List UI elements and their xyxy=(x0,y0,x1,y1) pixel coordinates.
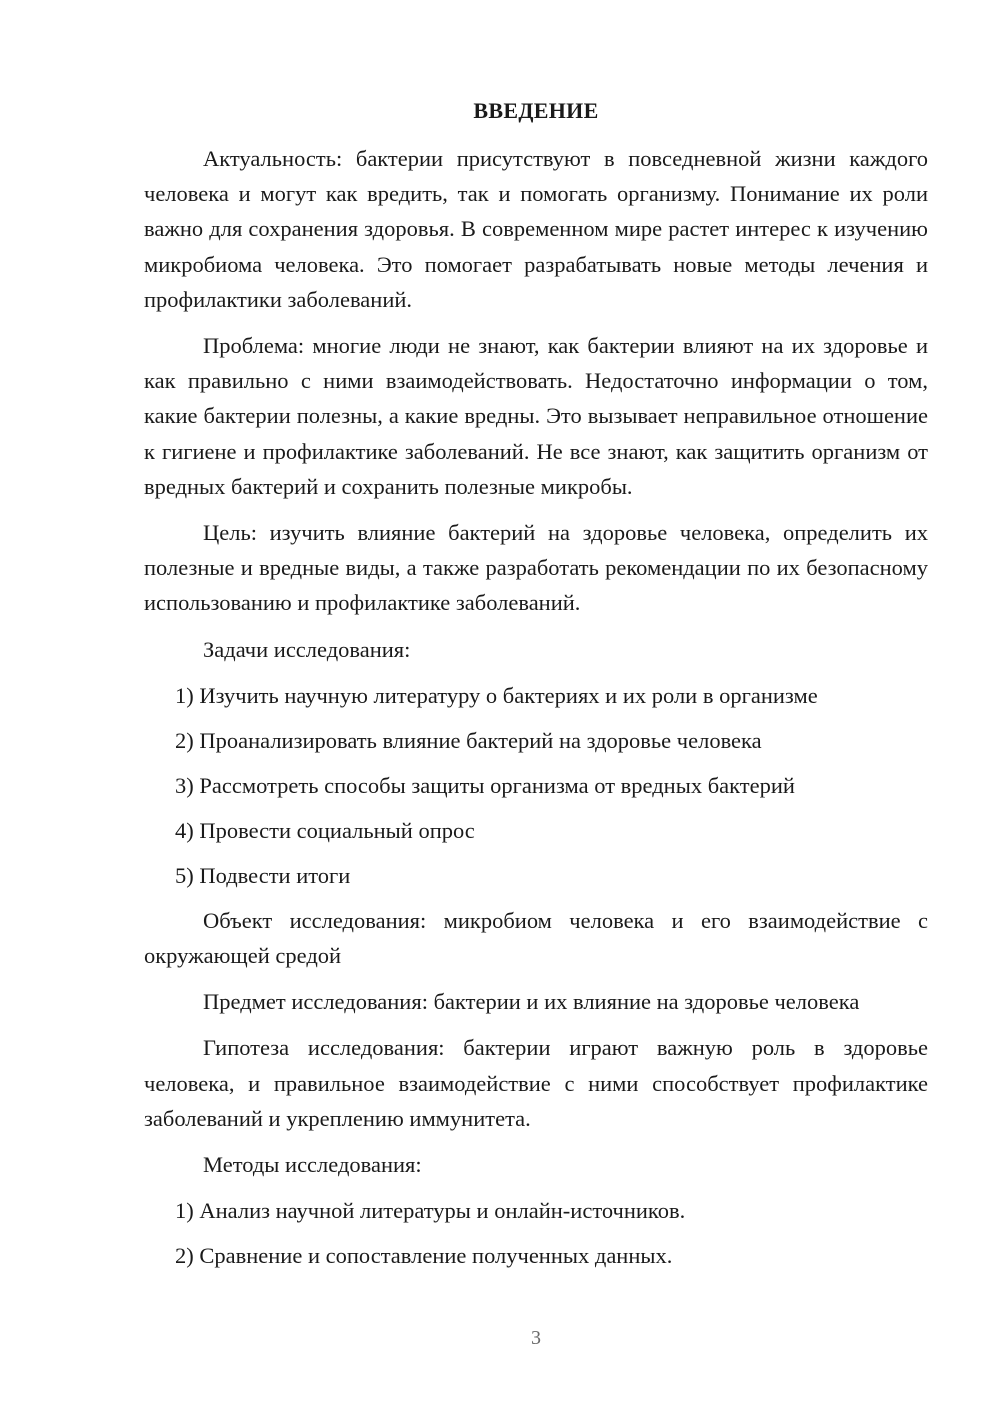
methods-list xyxy=(144,1193,928,1273)
goal-paragraph: Цель: изучить влияние бактерий на здоровье человека, определить их полезные и вредные виды, а также разработать рекомендации по их безопасному использованию и профилактике заболеваний. xyxy=(144,520,928,616)
relevance-paragraph: Актуальность: бактерии присутствуют в повседневной жизни каждого человека и могут как вредить, так и помогать организму. Понимание их роли важно для сохранения здоровья. В современном мире растет интерес к изучению микробиома человека. Это помогает разрабатывать новые методы лечения и профилактики заболеваний. xyxy=(144,146,928,312)
hypothesis-paragraph: Гипотеза исследования: бактерии играют важную роль в здоровье человека, и правильное взаимодействие с ними способствует профилактике заболеваний и укреплению иммунитета. xyxy=(144,1035,928,1131)
task-item: 5) Подвести итоги xyxy=(175,862,351,888)
page-number: 3 xyxy=(531,1327,541,1349)
task-item: 2) Проанализировать влияние бактерий на здоровье человека xyxy=(175,727,762,753)
task-item: 1) Изучить научную литературу о бактериях и их роли в организме xyxy=(175,682,818,708)
page-content xyxy=(144,94,928,1283)
subject-paragraph: Предмет исследования: бактерии и их влияние на здоровье человека xyxy=(203,989,860,1015)
problem-paragraph: Проблема: многие люди не знают, как бактерии влияют на их здоровье и как правильно с ними взаимодействовать. Недостаточно информации о том, какие бактерии полезны, а какие вредны. Это вызывает неправильное отношение к гигиене и профилактике заболеваний. Не все знают, как защитить организм от вредных бактерий и сохранить полезные микробы. xyxy=(144,333,928,499)
tasks-list xyxy=(144,678,928,893)
methods-heading: Методы исследования: xyxy=(203,1152,422,1178)
page-title: ВВЕДЕНИЕ xyxy=(473,98,599,123)
method-item: 2) Сравнение и сопоставление полученных данных. xyxy=(175,1243,673,1269)
tasks-heading: Задачи исследования: xyxy=(203,636,411,662)
task-item: 4) Провести социальный опрос xyxy=(175,817,475,843)
object-paragraph: Объект исследования: микробиом человека и его взаимодействие с окружающей средой xyxy=(144,907,928,969)
method-item: 1) Анализ научной литературы и онлайн-источников. xyxy=(175,1198,686,1224)
task-item: 3) Рассмотреть способы защиты организма от вредных бактерий xyxy=(175,772,795,798)
